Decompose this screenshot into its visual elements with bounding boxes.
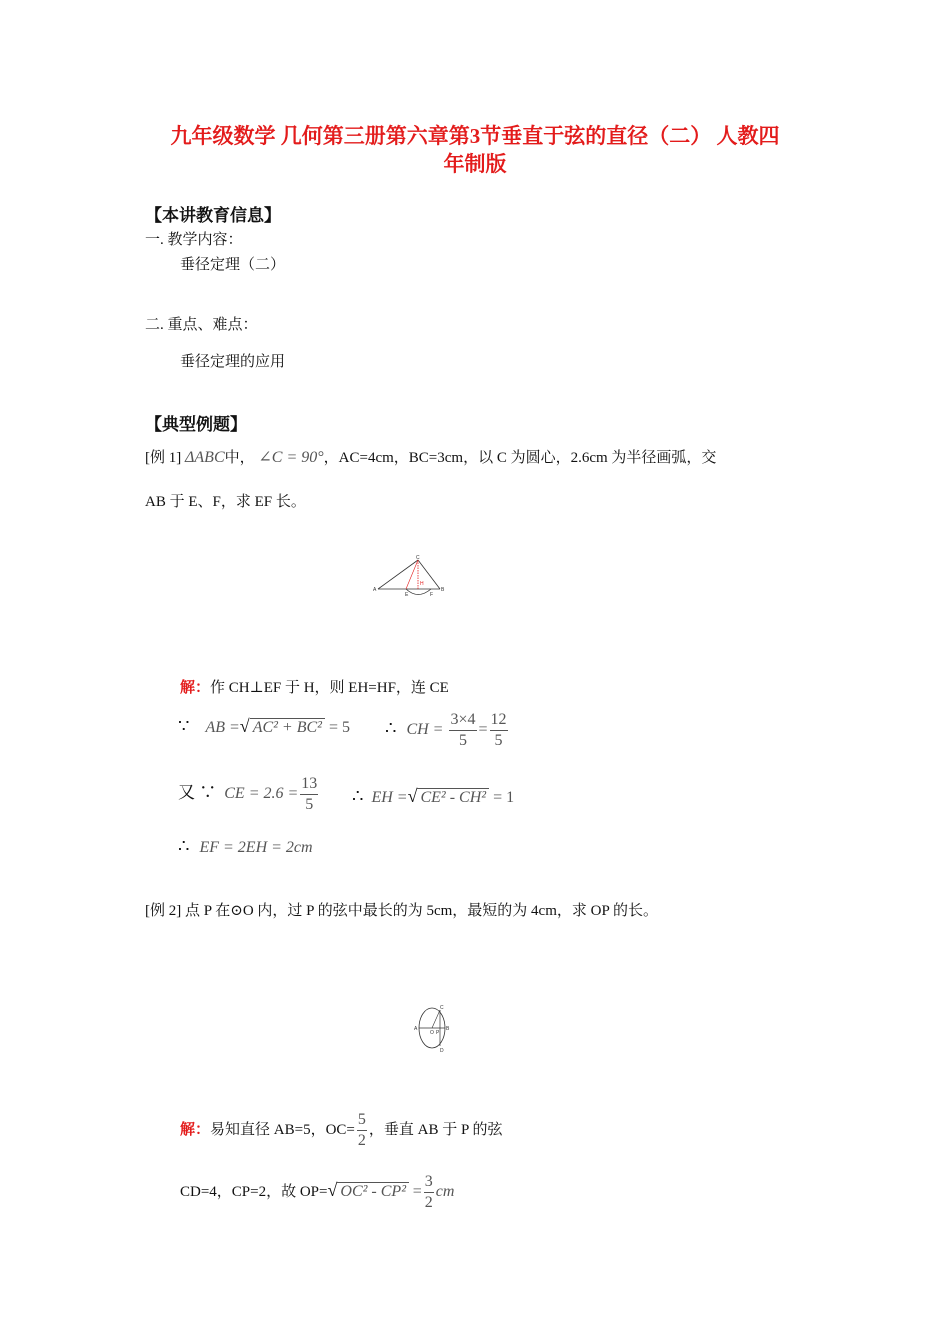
eh-lhs: EH = <box>371 789 408 806</box>
ab-lhs: AB = <box>205 719 240 736</box>
ex1-triangle: ΔABC <box>185 449 225 466</box>
ce-lhs: CE = 2.6 = <box>224 785 299 803</box>
ex1-solution-label: 解： <box>180 680 211 696</box>
ex2-sol-text1: 易知直径 AB=5，OC= <box>210 1121 355 1138</box>
ex1-step1-ch <box>385 710 510 751</box>
ex1-solution-line <box>180 676 449 697</box>
ab-result: = 5 <box>328 719 350 736</box>
ex2-sol-text2: ，垂直 AB 于 P 的弦 <box>368 1121 503 1138</box>
title-line-1: 九年级数学 几何第三册第六章第3节垂直于弦的直径（二） 人教四 <box>170 124 780 148</box>
ch-fraction-1 <box>449 710 476 751</box>
fig1-arc <box>406 589 431 595</box>
ef-line: EF = 2EH = 2cm <box>199 839 313 856</box>
ex2-solution-line2 <box>180 1172 454 1213</box>
sqrt-sign: √ <box>239 716 250 736</box>
ab-radicand: AC² + BC² <box>250 718 325 737</box>
ex1-step3 <box>178 836 313 857</box>
ce-den: 5 <box>305 796 314 813</box>
ch-fraction-2 <box>490 710 508 751</box>
fig1-label-c: C <box>416 555 420 561</box>
therefore-symbol: ∴ <box>385 718 397 739</box>
op-radicand: OC² - CP² <box>337 1182 409 1201</box>
ex2-solution-line1 <box>180 1110 503 1151</box>
oc-den: 2 <box>357 1132 366 1149</box>
ex2-solution-label: 解： <box>180 1121 211 1138</box>
ex1-step2-eh <box>352 786 514 807</box>
fig2-label-d: D <box>440 1048 444 1054</box>
fig2-label-c: C <box>440 1005 444 1011</box>
sqrt-sign-3: √ <box>327 1179 338 1200</box>
sqrt-sign-2: √ <box>407 786 418 806</box>
ch-num-2: 12 <box>490 710 508 731</box>
ce-num: 13 <box>300 774 318 795</box>
eh-result: = 1 <box>493 789 515 806</box>
also-because: 又 ∵ <box>178 783 217 803</box>
ce-fraction <box>300 774 318 815</box>
ex1-figure <box>370 552 450 598</box>
ex1-zhong: 中， <box>224 450 255 466</box>
content-value: 垂径定理（二） <box>180 257 286 273</box>
ch-den-2: 5 <box>494 732 503 749</box>
ex1-question-line2: AB 于 E、F，求 EF 长。 <box>145 494 306 510</box>
ex1-question-line1 <box>145 446 716 467</box>
ex1-angle: ∠C = 90° <box>258 449 324 466</box>
ex2-question: [例 2] 点 P 在⊙O 内，过 P 的弦中最长的为 5cm，最短的为 4cm，求 OP 的长。 <box>145 903 658 919</box>
op-eq: = <box>412 1182 422 1200</box>
fig2-line-oc <box>432 1010 440 1028</box>
op-den: 2 <box>424 1194 433 1211</box>
because-symbol: ∵ <box>178 716 190 736</box>
info-header: 【本讲教育信息】 <box>145 206 281 225</box>
ex2-figure <box>412 1002 456 1054</box>
fig1-label-h: H <box>420 581 424 587</box>
ex1-prefix: [例 1] <box>145 450 182 466</box>
key-label: 二. 重点、难点： <box>145 317 258 333</box>
ch-num-1: 3×4 <box>449 710 476 731</box>
fig2-label-b: B <box>446 1026 450 1032</box>
key-value: 垂径定理的应用 <box>180 354 286 370</box>
oc-fraction <box>357 1110 367 1151</box>
fig2-label-p: P <box>436 1030 440 1036</box>
fig2-label-o: O <box>430 1030 434 1036</box>
op-fraction <box>424 1172 434 1213</box>
content-label: 一. 教学内容： <box>145 232 243 248</box>
ch-lhs: CH = <box>406 721 444 739</box>
oc-num: 5 <box>357 1110 367 1131</box>
ex1-step1 <box>178 716 350 737</box>
ex1-step2 <box>178 774 320 815</box>
fig1-label-e: E <box>405 592 409 598</box>
eh-radicand: CE² - CH² <box>417 788 489 807</box>
ch-den-1: 5 <box>459 732 467 749</box>
therefore-symbol-2: ∴ <box>352 786 364 806</box>
title-line-2: 年制版 <box>443 152 507 176</box>
fig1-label-f: F <box>430 592 434 598</box>
ex2-sol-line2: CD=4，CP=2，故 OP= <box>180 1183 328 1200</box>
fig1-label-a: A <box>373 587 377 593</box>
ex1-text-rest: ，AC=4cm，BC=3cm，以 C 为圆心，2.6cm 为半径画弧，交 <box>323 450 717 466</box>
ch-eq: = <box>478 721 488 739</box>
fig2-label-a: A <box>414 1026 418 1032</box>
examples-header: 【典型例题】 <box>145 415 247 434</box>
op-unit: cm <box>435 1182 455 1200</box>
therefore-symbol-3: ∴ <box>178 836 190 856</box>
ex1-solution-text: 作 CH⊥EF 于 H，则 EH=HF，连 CE <box>210 680 449 696</box>
document-title <box>120 122 830 178</box>
fig1-label-b: B <box>441 587 445 593</box>
op-num: 3 <box>424 1172 434 1193</box>
